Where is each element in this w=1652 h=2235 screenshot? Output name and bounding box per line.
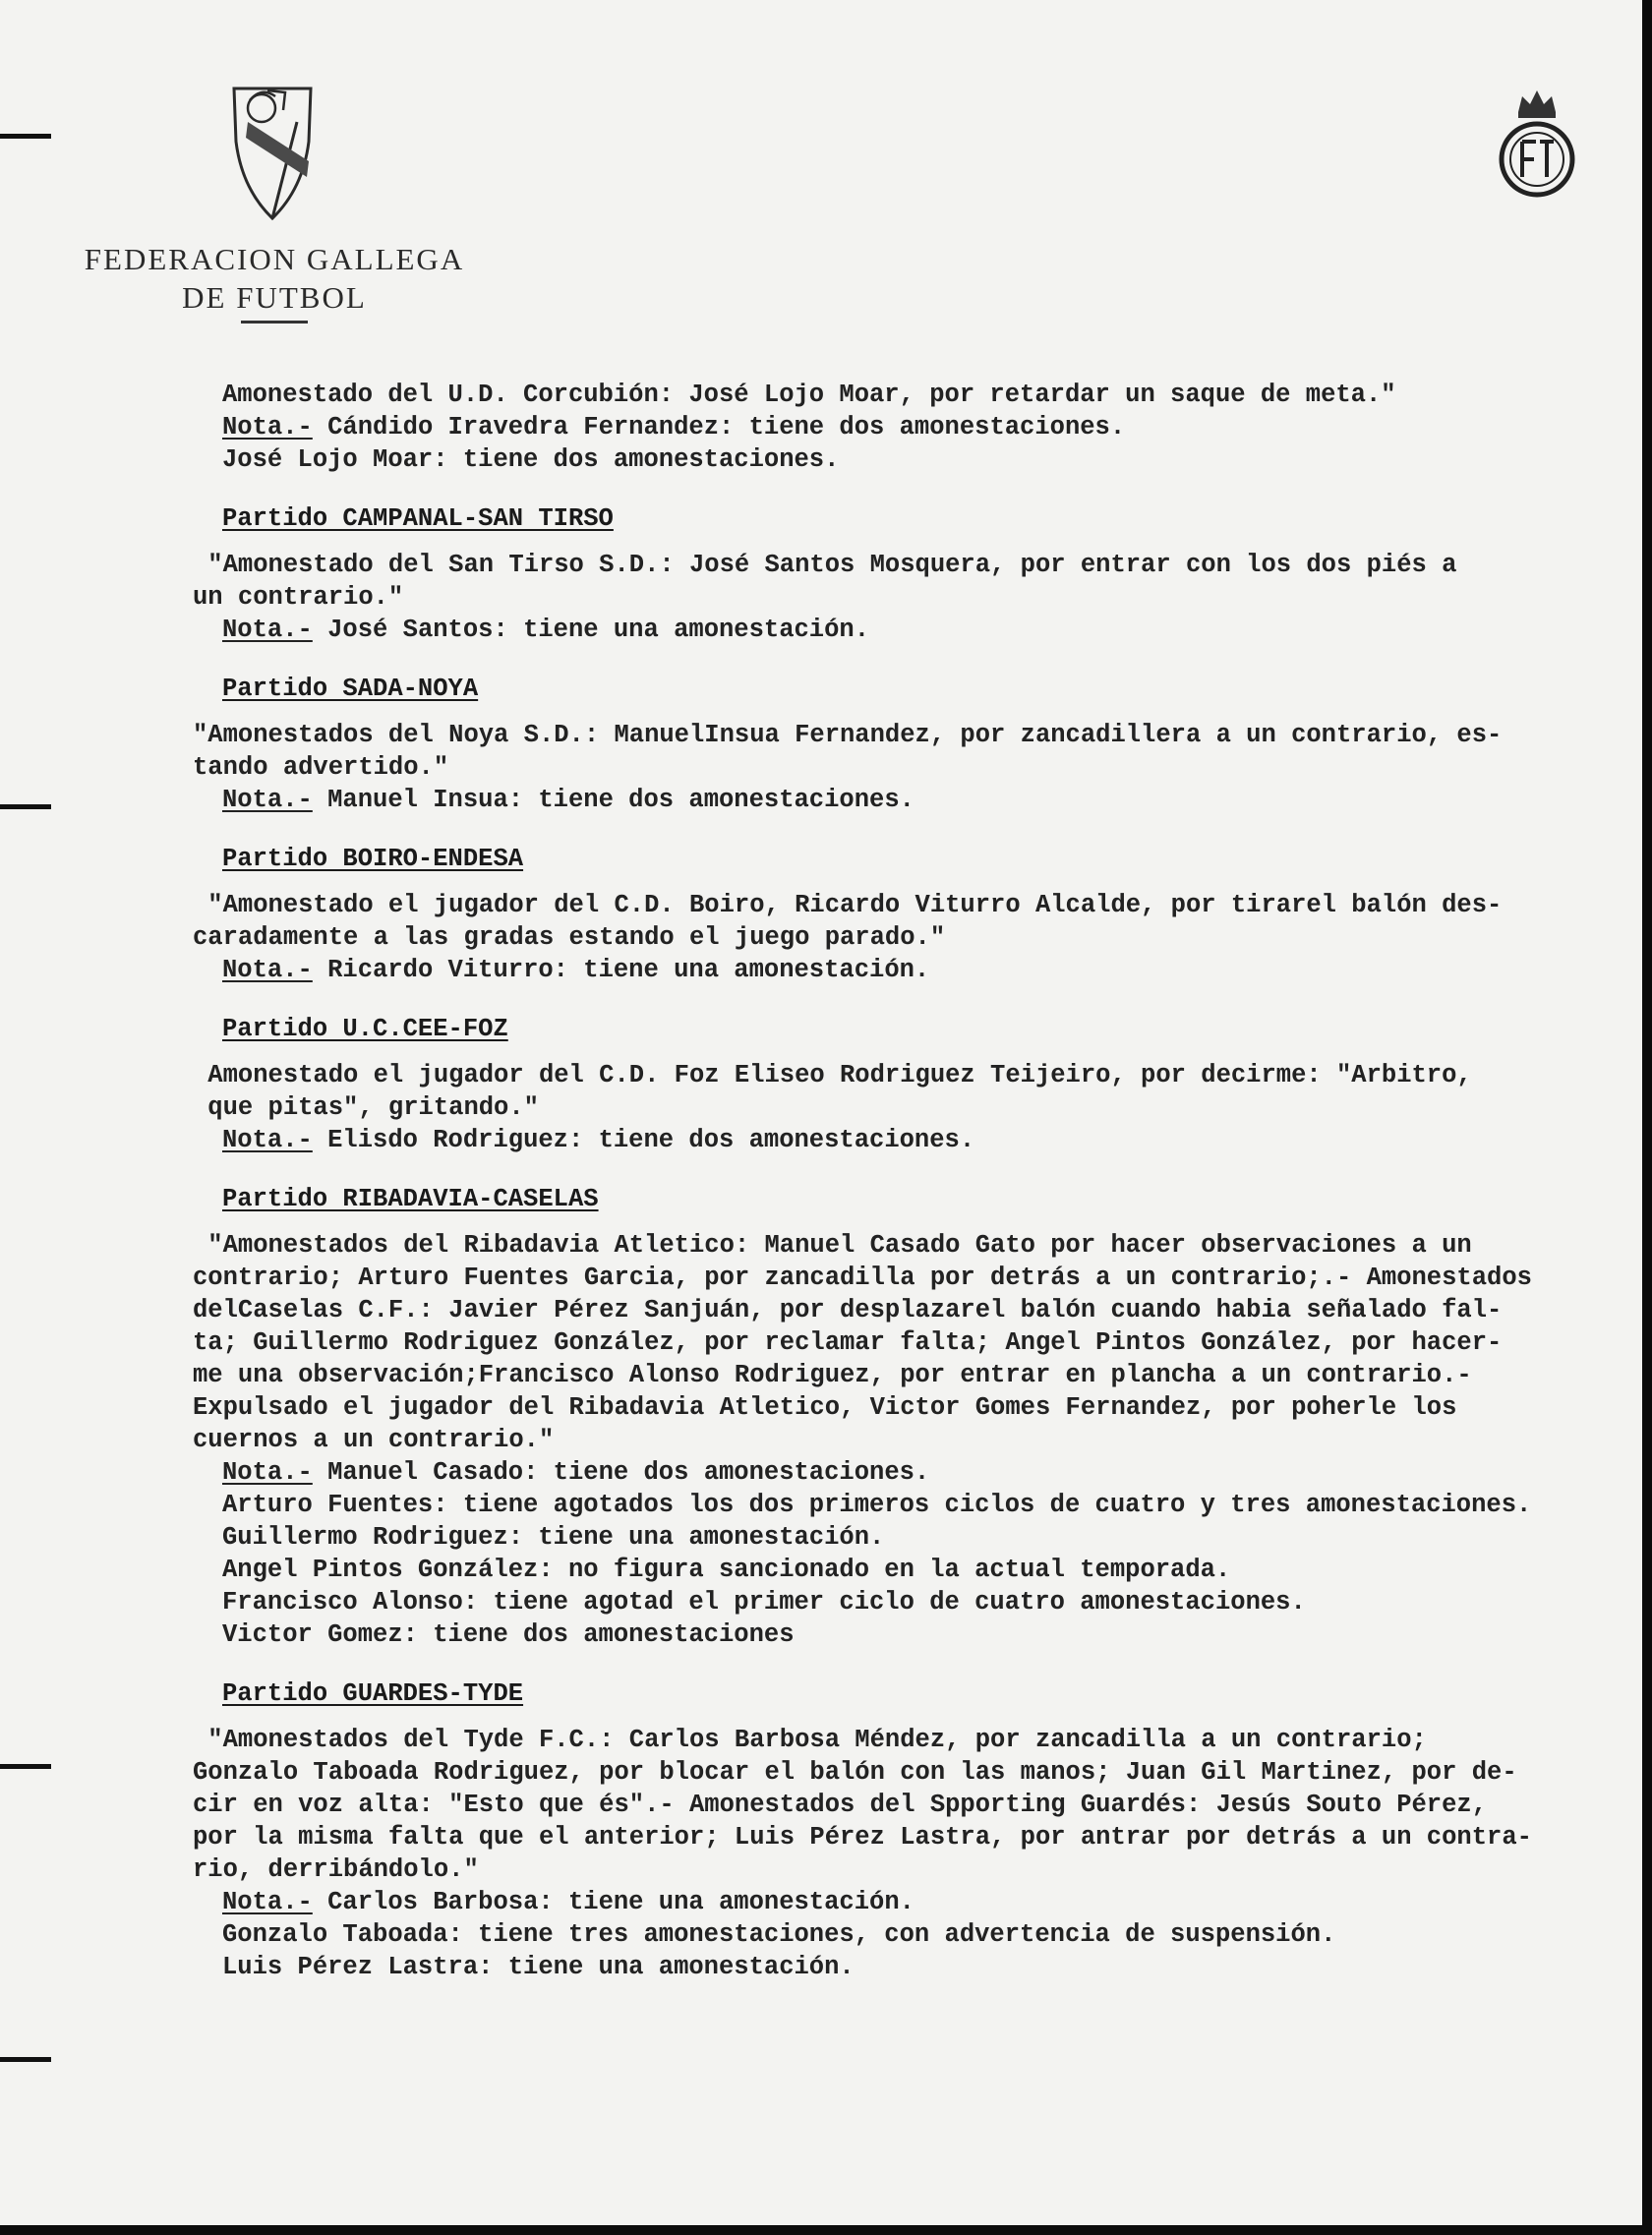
note-text: Manuel Insua: tiene dos amonestaciones. — [312, 786, 914, 814]
nota-label: Nota.- — [222, 1888, 313, 1916]
binder-hole-mark — [0, 2057, 51, 2062]
note-line — [222, 784, 1630, 816]
org-name-line2: DE FUTBOL — [182, 280, 367, 315]
report-line: caradamente a las gradas estando el juego parado." — [193, 923, 946, 952]
nota-label: Nota.- — [222, 956, 313, 984]
note-text: Francisco Alonso: tiene agotad el primer ciclo de cuatro amonestaciones. — [222, 1588, 1306, 1617]
report-line: cuernos a un contrario." — [193, 1426, 555, 1454]
note-text: Victor Gomez: tiene dos amonestaciones — [222, 1620, 795, 1649]
report-line: delCaselas C.F.: Javier Pérez Sanjuán, por desplazarel balón cuando habia señalado fal- — [193, 1296, 1503, 1324]
report-line: que pitas", gritando." — [193, 1093, 539, 1122]
nota-label: Nota.- — [222, 413, 313, 441]
intro-note-line: José Lojo Moar: tiene dos amonestaciones. — [222, 445, 840, 474]
report-line: "Amonestado del San Tirso S.D.: José Santos Mosquera, por entrar con los dos piés a — [193, 551, 1457, 579]
report-line: ta; Guillermo Rodriguez González, por reclamar falta; Angel Pintos González, por hacer- — [193, 1328, 1503, 1357]
note-text: Cándido Iravedra Fernandez: tiene dos amonestaciones. — [312, 413, 1126, 441]
report-line: "Amonestado el jugador del C.D. Boiro, Ricardo Viturro Alcalde, por tirarel balón des- — [193, 891, 1503, 919]
nota-label: Nota.- — [222, 1126, 313, 1154]
org-name-underline — [241, 321, 308, 323]
match-heading — [222, 1013, 1630, 1045]
match-title: Partido CAMPANAL-SAN TIRSO — [222, 504, 614, 533]
report-line: rio, derribándolo." — [193, 1855, 479, 1884]
binder-hole-mark — [0, 1764, 51, 1769]
match-heading — [222, 843, 1630, 875]
note-text: Angel Pintos González: no figura sancionado en la actual temporada. — [222, 1556, 1231, 1584]
report-line: un contrario." — [193, 583, 404, 612]
note-line — [222, 1918, 1630, 1951]
report-line: contrario; Arturo Fuentes Garcia, por zancadilla por detrás a un contrario;.- Amonestados — [193, 1264, 1532, 1292]
note-text: Carlos Barbosa: tiene una amonestación. — [312, 1888, 914, 1916]
nota-label: Nota.- — [222, 616, 313, 644]
match-heading — [222, 502, 1630, 535]
note-text: Ricardo Viturro: tiene una amonestación. — [312, 956, 930, 984]
match-title: Partido RIBADAVIA-CASELAS — [222, 1185, 599, 1213]
report-line: "Amonestados del Ribadavia Atletico: Manuel Casado Gato por hacer observaciones a un — [193, 1231, 1472, 1260]
match-title: Partido BOIRO-ENDESA — [222, 845, 524, 873]
match-heading — [222, 1677, 1630, 1710]
organization-name — [83, 240, 466, 317]
note-text: Gonzalo Taboada: tiene tres amonestaciones, con advertencia de suspensión. — [222, 1920, 1336, 1949]
match-heading — [222, 1183, 1630, 1215]
note-line — [222, 954, 1630, 986]
rfef-crown-crest-icon — [1497, 83, 1577, 199]
org-name-line1: FEDERACION GALLEGA — [84, 242, 465, 276]
report-line: "Amonestados del Tyde F.C.: Carlos Barbosa Méndez, por zancadilla a un contrario; — [193, 1726, 1427, 1754]
report-line: Amonestado el jugador del C.D. Foz Eliseo Rodriguez Teijeiro, por decirme: "Arbitro, — [193, 1061, 1472, 1089]
match-heading — [222, 673, 1630, 705]
note-text: José Santos: tiene una amonestación. — [312, 616, 870, 644]
report-line: tando advertido." — [193, 753, 449, 782]
report-line: me una observación;Francisco Alonso Rodriguez, por entrar en plancha a un contrario.- — [193, 1361, 1472, 1389]
match-title: Partido SADA-NOYA — [222, 675, 479, 703]
note-line — [222, 1521, 1630, 1554]
note-text: Manuel Casado: tiene dos amonestaciones. — [312, 1458, 930, 1487]
note-line — [222, 1456, 1630, 1489]
note-line — [222, 614, 1630, 646]
binder-hole-mark — [0, 134, 51, 139]
note-line — [222, 1124, 1630, 1156]
report-line: "Amonestados del Noya S.D.: ManuelInsua Fernandez, por zancadillera a un contrario, es- — [193, 721, 1503, 749]
note-line — [222, 1951, 1630, 1983]
federacion-gallega-crest-icon — [228, 83, 317, 222]
note-text: Elisdo Rodriguez: tiene dos amonestaciones. — [312, 1126, 975, 1154]
document-body — [193, 379, 1630, 1983]
match-title: Partido GUARDES-TYDE — [222, 1679, 524, 1708]
note-text: Arturo Fuentes: tiene agotados los dos primeros ciclos de cuatro y tres amonestaciones. — [222, 1491, 1532, 1519]
note-line — [222, 1886, 1630, 1918]
report-line: cir en voz alta: "Esto que és".- Amonestados del Spporting Guardés: Jesús Souto Pérez, — [193, 1791, 1488, 1819]
report-line: Expulsado el jugador del Ribadavia Atletico, Victor Gomes Fernandez, por poherle los — [193, 1393, 1457, 1422]
note-line — [222, 1489, 1630, 1521]
nota-label: Nota.- — [222, 1458, 313, 1487]
report-line: por la misma falta que el anterior; Luis Pérez Lastra, por antrar por detrás a un contra- — [193, 1823, 1532, 1852]
note-line — [222, 1586, 1630, 1618]
note-line — [222, 1618, 1630, 1651]
nota-label: Nota.- — [222, 786, 313, 814]
note-line — [222, 1554, 1630, 1586]
report-line: Gonzalo Taboada Rodriguez, por blocar el balón con las manos; Juan Gil Martinez, por de- — [193, 1758, 1517, 1787]
match-title: Partido U.C.CEE-FOZ — [222, 1015, 508, 1043]
note-text: Guillermo Rodriguez: tiene una amonestación. — [222, 1523, 885, 1552]
intro-line: Amonestado del U.D. Corcubión: José Lojo Moar, por retardar un saque de meta." — [222, 381, 1396, 409]
binder-hole-mark — [0, 804, 51, 809]
note-text: Luis Pérez Lastra: tiene una amonestación. — [222, 1953, 855, 1981]
match-sections — [193, 476, 1630, 1983]
intro-note — [222, 411, 1630, 443]
